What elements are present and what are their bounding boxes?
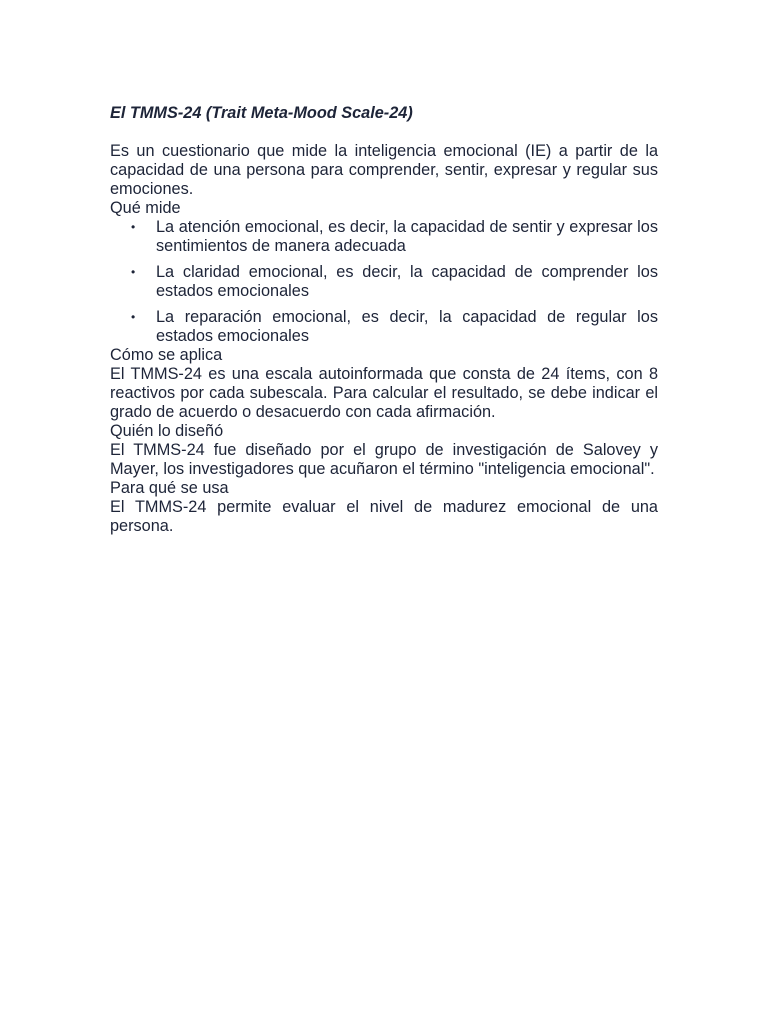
section-paragraph-quien-lo-diseno: El TMMS-24 fue diseñado por el grupo de investigación de Salovey y Mayer, los investigadores que acuñaron el término "inteligencia emocional". — [110, 441, 658, 478]
list-item-text: La atención emocional, es decir, la capacidad de sentir y expresar los sentimientos de manera adecuada — [156, 218, 658, 255]
list-item-text: La claridad emocional, es decir, la capacidad de comprender los estados emocionales — [156, 263, 658, 300]
section-paragraph-como-se-aplica: El TMMS-24 es una escala autoinformada que consta de 24 ítems, con 8 reactivos por cada subescala. Para calcular el resultado, se debe indicar el grado de acuerdo o desacuerdo con cada afirmación. — [110, 365, 658, 421]
bullet-icon: • — [131, 310, 136, 324]
list-item — [131, 308, 658, 346]
list-item — [131, 218, 658, 256]
list-item — [131, 263, 658, 301]
bullet-icon: • — [131, 265, 136, 279]
section-heading-que-mide: Qué mide — [110, 199, 181, 217]
section-heading-como-se-aplica: Cómo se aplica — [110, 346, 223, 364]
list-item-text: La reparación emocional, es decir, la capacidad de regular los estados emocionales — [156, 308, 658, 345]
intro-paragraph: Es un cuestionario que mide la inteligencia emocional (IE) a partir de la capacidad de una persona para comprender, sentir, expresar y regular sus emociones. — [110, 142, 658, 198]
bullet-list — [110, 218, 658, 346]
bullet-icon: • — [131, 220, 136, 234]
document-body — [110, 104, 658, 536]
section-heading-quien-lo-diseno: Quién lo diseñó — [110, 422, 224, 440]
document-title: El TMMS-24 (Trait Meta-Mood Scale-24) — [110, 104, 413, 122]
section-heading-para-que-se-usa: Para qué se usa — [110, 479, 229, 497]
section-paragraph-para-que-se-usa: El TMMS-24 permite evaluar el nivel de madurez emocional de una persona. — [110, 498, 658, 535]
